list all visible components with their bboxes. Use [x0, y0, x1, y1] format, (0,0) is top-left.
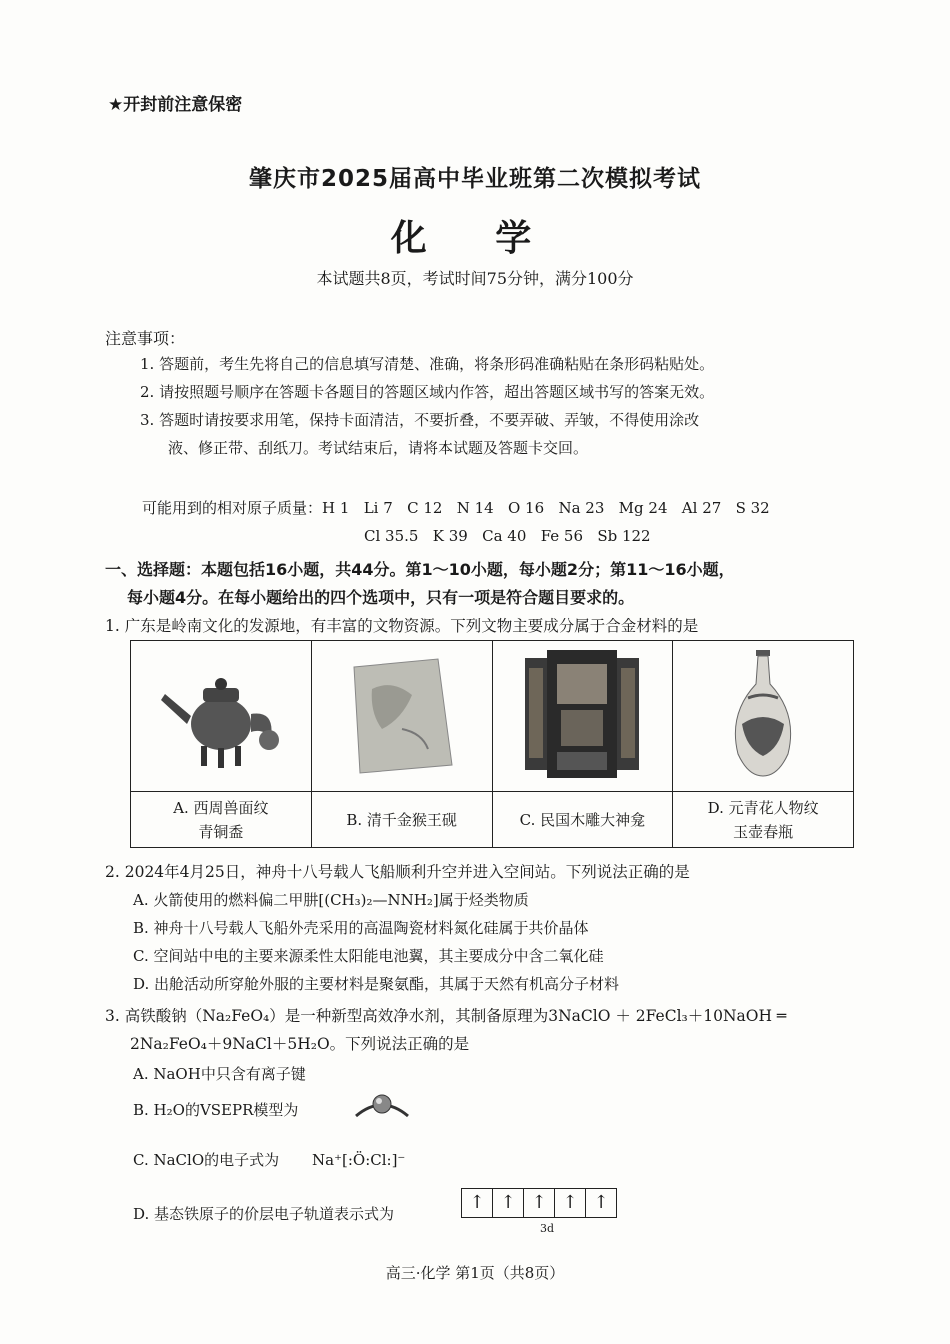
- orbital-box-1: ↑: [461, 1188, 493, 1218]
- bronze-vessel-image: [131, 641, 312, 792]
- q3-option-d[interactable]: D. 基态铁原子的价层电子轨道表示式为: [133, 1205, 395, 1223]
- q3-stem-line1: 3. 高铁酸钠（Na₂FeO₄）是一种新型高效净水剂，其制备原理为3NaClO ＋ 2FeCl₃＋10NaOH ═: [105, 1007, 787, 1025]
- q1-options-table: [130, 640, 854, 848]
- subject-title: 化 学: [390, 218, 560, 259]
- q2-stem: 2. 2024年4月25日，神舟十八号载人飞船顺利升空并进入空间站。下列说法正确的是: [105, 863, 690, 881]
- q1-option-c[interactable]: [492, 792, 673, 848]
- section-heading-line2: 每小题4分。在每小题给出的四个选项中，只有一项是符合题目要求的。: [127, 588, 635, 607]
- shrine-image: [492, 641, 673, 792]
- exam-info: 本试题共8页，考试时间75分钟，满分100分: [316, 269, 634, 288]
- section-heading-line1: 一、选择题：本题包括16小题，共44分。第1～10小题，每小题2分；第11～16小题，: [105, 560, 735, 579]
- vase-image: [673, 641, 854, 792]
- q2-option-a[interactable]: A. 火箭使用的燃料偏二甲肼[(CH₃)₂—NNH₂]属于烃类物质: [133, 891, 529, 909]
- orbital-box-2: ↑: [493, 1188, 524, 1218]
- q1-option-a[interactable]: [131, 792, 312, 848]
- q1-stem: 1. 广东是岭南文化的发源地，有丰富的文物资源。下列文物主要成分属于合金材料的是: [105, 617, 699, 635]
- q1-option-a-line2: 青铜盉: [198, 822, 244, 841]
- inkstone-icon: [342, 649, 462, 779]
- q3-stem-line2: 2Na₂FeO₄＋9NaCl＋5H₂O。下列说法正确的是: [130, 1035, 470, 1053]
- q2-option-b[interactable]: B. 神舟十八号载人飞船外壳采用的高温陶瓷材料氮化硅属于共价晶体: [133, 919, 589, 937]
- section-heading: [105, 556, 865, 612]
- blue-white-vase-icon: [718, 644, 808, 784]
- orbital-box-4: ↑: [555, 1188, 586, 1218]
- q3-option-a[interactable]: A. NaOH中只含有离子键: [133, 1065, 306, 1083]
- q1-option-b[interactable]: [311, 792, 492, 848]
- q1-option-b-line1: B. 清千金猴王砚: [346, 810, 457, 829]
- page-footer: 高三·化学 第1页（共8页）: [385, 1264, 565, 1282]
- orbital-label: 3d: [540, 1222, 555, 1235]
- q3-option-b[interactable]: B. H₂O的VSEPR模型为: [133, 1101, 299, 1119]
- notice-item-3-cont: 液、修正带、刮纸刀。考试结束后，请将本试题及答题卡交回。: [168, 439, 589, 457]
- notice-item-2: 2. 请按照题号顺序在答题卡各题目的答题区域内作答，超出答题区域书写的答案无效。: [140, 383, 715, 401]
- orbital-box-5: ↑: [586, 1188, 617, 1218]
- notice-item-3: 3. 答题时请按要求用笔，保持卡面清洁，不要折叠，不要弄破、弄皱，不得使用涂改: [140, 411, 700, 429]
- notice-heading: 注意事项：: [105, 329, 186, 348]
- bronze-he-vessel-icon: [151, 654, 291, 774]
- q1-option-c-line1: C. 民国木雕大神龛: [519, 810, 646, 829]
- q2-option-c[interactable]: C. 空间站中电的主要来源柔性太阳能电池翼，其主要成分中含二氧化硅: [133, 947, 604, 965]
- atomic-masses-line1: 可能用到的相对原子质量：H 1 Li 7 C 12 N 14 O 16 Na 23 Mg 24 Al 27 S 32: [142, 499, 770, 517]
- q1-option-d-line1: D. 元青花人物纹: [707, 798, 819, 817]
- confidential-mark: ★开封前注意保密: [108, 95, 243, 115]
- orbital-box-3: ↑: [524, 1188, 555, 1218]
- inkstone-image: [311, 641, 492, 792]
- q2-option-d[interactable]: D. 出舱活动所穿舱外服的主要材料是聚氨酯，其属于天然有机高分子材料: [133, 975, 620, 993]
- atomic-masses-line2: Cl 35.5 K 39 Ca 40 Fe 56 Sb 122: [364, 527, 651, 545]
- exam-title: 肇庆市2025届高中毕业班第二次模拟考试: [248, 166, 701, 192]
- q3-option-c[interactable]: C. NaClO的电子式为: [133, 1151, 280, 1169]
- q1-option-d-line2: 玉壶春瓶: [733, 822, 794, 841]
- notice-item-1: 1. 答题前，考生先将自己的信息填写清楚、准确，将条形码准确粘贴在条形码粘贴处。: [140, 355, 715, 373]
- q1-option-d[interactable]: [673, 792, 854, 848]
- vsepr-model-icon: [352, 1088, 412, 1124]
- orbital-diagram: [461, 1188, 617, 1218]
- wooden-shrine-icon: [517, 644, 647, 784]
- q3-electron-formula: Na⁺[:Ö:Cl:]⁻: [312, 1151, 406, 1169]
- q1-option-a-line1: A. 西周兽面纹: [173, 798, 269, 817]
